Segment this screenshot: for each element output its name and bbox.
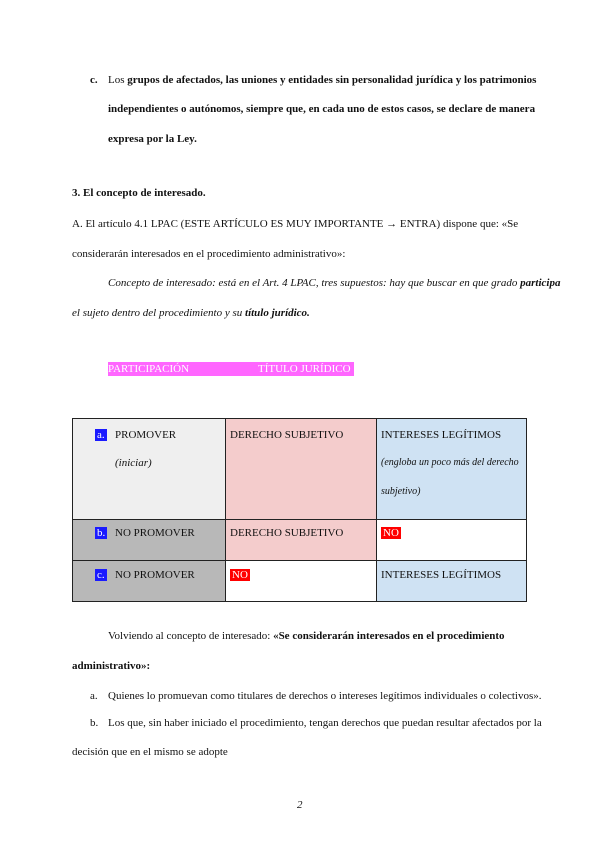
- item-c-line1: Los grupos de afectados, las uniones y entidades sin personalidad jurídica y los patrimonios: [108, 74, 537, 86]
- participation-label: NO PROMOVER: [115, 527, 195, 539]
- cell-row-a-intereses: [377, 419, 527, 520]
- cell-row-b-participation: [73, 520, 226, 561]
- derecho-label: DERECHO SUBJETIVO: [230, 527, 344, 539]
- highlight-labels: [108, 362, 354, 376]
- list-marker-c: c.: [90, 74, 98, 86]
- note-line: el sujeto dentro del procedimiento y su título jurídico.: [72, 307, 310, 319]
- page-number: 2: [297, 799, 303, 811]
- intereses-note: (engloba un poco más del derecho: [381, 457, 519, 468]
- closing-line: Volviendo al concepto de interesado: «Se considerarán interesados en el procedimiento: [108, 630, 505, 642]
- no-label: NO: [383, 527, 399, 539]
- cell-row-a-derecho: [226, 419, 377, 520]
- intereses-label: INTERESES LEGÍTIMOS: [381, 569, 502, 581]
- closing-item-b-line1: Los que, sin haber iniciado el procedimiento, tengan derechos que puedan resultar afectados por la: [108, 717, 542, 729]
- item-c-line2: independientes o autónomos, siempre que, en cada uno de estos casos, se declare de manera: [108, 103, 536, 115]
- list-marker-b: b.: [90, 717, 99, 729]
- closing-item-a: Quienes lo promuevan como titulares de derechos o intereses legítimos individuales o colectivos».: [108, 690, 542, 702]
- intereses-label: INTERESES LEGÍTIMOS: [381, 429, 502, 441]
- cell-row-c-intereses: [377, 561, 527, 602]
- no-label: NO: [232, 569, 248, 581]
- label-participacion: PARTICIPACIÓN: [108, 363, 190, 375]
- cell-row-c-participation: [73, 561, 226, 602]
- participation-label: NO PROMOVER: [115, 569, 195, 581]
- interesados-table: [72, 418, 527, 602]
- cell-row-a-participation: [73, 419, 226, 520]
- closing-item-b-line2: decisión que en el mismo se adopte: [72, 746, 228, 758]
- item-c-line3: expresa por la Ley.: [108, 133, 197, 145]
- section-heading: 3. El concepto de interesado.: [72, 187, 206, 199]
- row-letter: a.: [97, 429, 105, 441]
- paragraph-line: considerarán interesados en el procedimiento administrativo»:: [72, 248, 346, 260]
- participation-note: (iniciar): [115, 457, 152, 469]
- cell-row-b-intereses: [377, 520, 527, 561]
- label-titulo-juridico: TÍTULO JURÍDICO: [258, 363, 351, 375]
- cell-row-b-derecho: [226, 520, 377, 561]
- closing-line: administrativo»:: [72, 660, 151, 672]
- derecho-label: DERECHO SUBJETIVO: [230, 429, 344, 441]
- row-letter: b.: [97, 527, 106, 539]
- participation-label: PROMOVER: [115, 429, 177, 441]
- list-marker-a: a.: [90, 690, 98, 702]
- note-line: Concepto de interesado: está en el Art. 4 LPAC, tres supuestos: hay que buscar en que grado participa: [108, 277, 561, 289]
- row-letter: c.: [97, 569, 105, 581]
- paragraph-line: A. El artículo 4.1 LPAC (ESTE ARTÍCULO ES MUY IMPORTANTE → ENTRA) dispone que: «Se: [72, 218, 519, 230]
- intereses-note: subjetivo): [381, 486, 421, 497]
- cell-row-c-derecho: [226, 561, 377, 602]
